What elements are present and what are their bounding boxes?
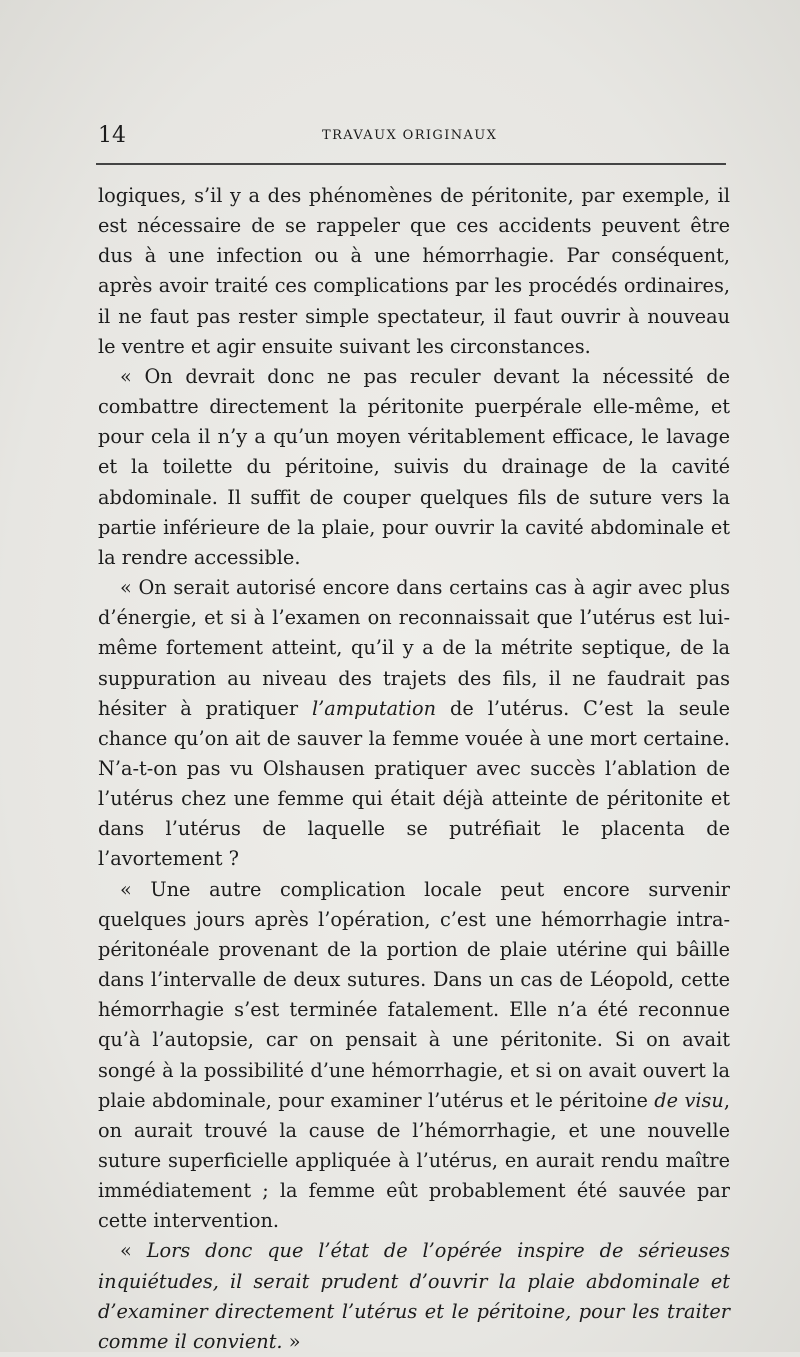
paragraph-text: Lors donc que l’état de l’opérée inspire de sérieuses inquiétudes, il serait prudent d’ouvrir la plaie abdominale et d’examiner directement l’utérus et le péritoine, pour les traiter comme il convient. — [98, 1239, 730, 1353]
paragraph-text: « Une autre complication locale peut encore survenir quelques jours après l’opération, c’est une hémorrhagie intra-péritonéale provenant de la portion de plaie utérine qui bâille dans l’intervalle de deux sutures. Dans un cas de Léopold, cette hémorrhagie s’est terminée fatalement. Elle n’a été reconnue qu’à l’autopsie, car on pensait à une péritonite. Si on avait songé à la possibilité d’une hémorrhagie, et si on avait ouvert la plaie abdominale, pour examiner l’utérus et le péritoine — [98, 877, 730, 1112]
paragraph-text: logiques, s’il y a des phénomènes de péritonite, par exemple, il est nécessaire de se rappeler que ces accidents peuvent être dus à une infection ou à une hémorrhagie. Par conséquent, après avoir traité ces complications par les procédés ordinaires, il ne faut pas rester simple spectateur, il faut ouvrir à nouveau le ventre et agir ensuite suivant les circonstances. — [98, 184, 730, 358]
paragraph — [98, 573, 730, 875]
paragraph — [98, 1236, 730, 1357]
header-rule — [96, 163, 726, 165]
paragraph — [98, 875, 730, 1237]
quote-mark: » — [282, 1329, 301, 1353]
paragraph-text: , on aurait trouvé la cause de l’hémorrhagie, et une nouvelle suture superficielle appliquée à l’utérus, en aurait rendu maître immédiatement ; la femme eût probablement été sauvée par cette intervention. — [98, 1088, 730, 1233]
page-header — [0, 120, 800, 150]
paragraph-text: de l’utérus. C’est la seule chance qu’on ait de sauver la femme vouée à une mort certaine. N’a-t-on pas vu Olshausen pratiquer avec succès l’ablation de l’utérus chez une femme qui était déjà atteinte de péritonite et dans l’utérus de laquelle se putréfiait le placenta de l’avortement ? — [98, 696, 730, 871]
running-title: TRAVAUX ORIGINAUX — [322, 128, 498, 143]
paragraph — [98, 181, 730, 362]
body-text — [98, 181, 730, 1357]
paragraph — [98, 362, 730, 573]
page-number: 14 — [98, 123, 126, 148]
paragraph-text: « On devrait donc ne pas reculer devant la nécessité de combattre directement la péritonite puerpérale elle-même, et pour cela il n’y a qu’un moyen véritablement efficace, le lavage et la toilette du péritoine, suivis du drainage de la cavité abdominale. Il suffit de couper quelques fils de suture vers la partie inférieure de la plaie, pour ouvrir la cavité abdominale et la rendre accessible. — [98, 364, 730, 569]
quote-mark: « — [120, 1239, 147, 1263]
italic-text: l’amputation — [312, 696, 437, 720]
italic-text: de visu — [654, 1088, 724, 1112]
paragraph-text: « On serait autorisé encore dans certains cas à agir avec plus d’énergie, et si à l’examen on reconnaissait que l’utérus est lui-même fortement atteint, qu’il y a de la métrite septique, de la suppuration au niveau des trajets des fils, il ne faudrait pas hésiter à pratiquer — [98, 576, 730, 720]
